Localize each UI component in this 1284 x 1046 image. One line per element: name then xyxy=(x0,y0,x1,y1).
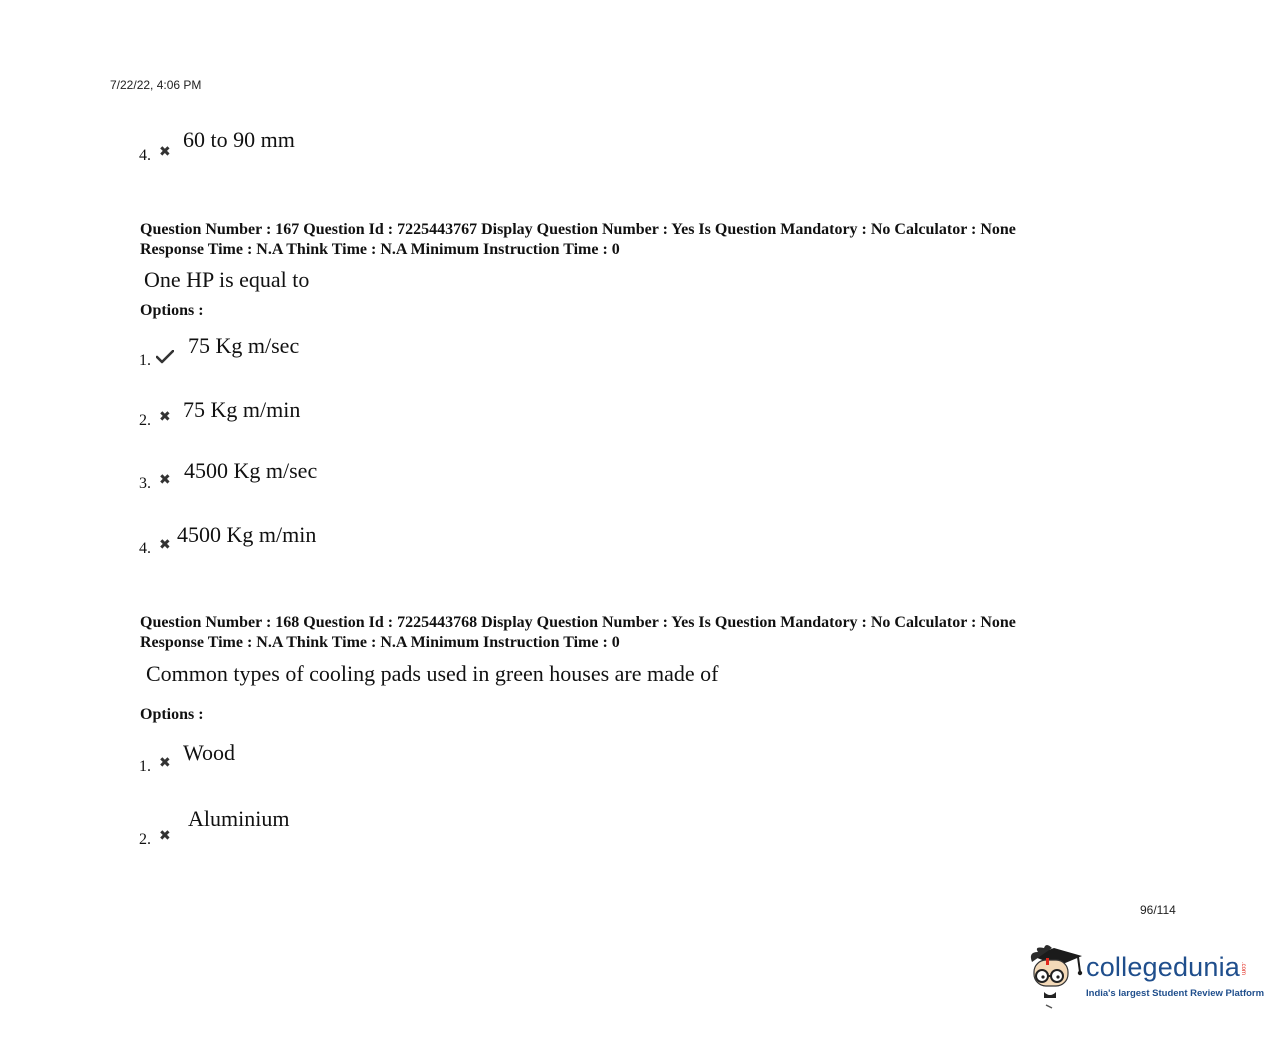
wrong-mark-icon: ✖ xyxy=(159,473,171,488)
option-text: Wood xyxy=(183,740,236,765)
option-text: 4500 Kg m/sec xyxy=(184,458,318,483)
question-text: One HP is equal to xyxy=(144,267,310,292)
option-number: 1. xyxy=(139,758,151,775)
wrong-mark-icon: ✖ xyxy=(159,829,171,844)
brand-dot-com: .com xyxy=(1240,962,1246,976)
question-meta xyxy=(140,613,1016,653)
mascot-icon xyxy=(1024,938,1086,1012)
option-number: 2. xyxy=(139,831,151,848)
question-meta xyxy=(140,220,1016,260)
options-label: Options : xyxy=(140,302,204,319)
wrong-mark-icon: ✖ xyxy=(159,538,171,553)
question-meta-line1: Question Number : 167 Question Id : 7225443767 Display Question Number : Yes Is Question Mandatory : No Calculator : None xyxy=(140,221,1016,238)
wrong-mark-icon: ✖ xyxy=(159,756,171,771)
option-number: 4. xyxy=(139,147,151,164)
option-text: 75 Kg m/min xyxy=(183,397,301,422)
option-number: 2. xyxy=(139,412,151,429)
timestamp: 7/22/22, 4:06 PM xyxy=(110,78,202,92)
question-meta-line1: Question Number : 168 Question Id : 7225443768 Display Question Number : Yes Is Question Mandatory : No Calculator : None xyxy=(140,614,1016,631)
option-text: 75 Kg m/sec xyxy=(188,333,300,358)
question-text: Common types of cooling pads used in green houses are made of xyxy=(146,661,719,686)
wrong-mark-icon: ✖ xyxy=(159,145,171,160)
option-text: 4500 Kg m/min xyxy=(177,522,317,547)
options-label: Options : xyxy=(140,706,204,723)
option-text: 60 to 90 mm xyxy=(183,127,295,152)
wrong-mark-icon: ✖ xyxy=(159,410,171,425)
question-meta-line2: Response Time : N.A Think Time : N.A Minimum Instruction Time : 0 xyxy=(140,634,620,651)
correct-mark-icon xyxy=(156,350,174,369)
question-meta-line2: Response Time : N.A Think Time : N.A Minimum Instruction Time : 0 xyxy=(140,241,620,258)
option-number: 4. xyxy=(139,540,151,557)
page-number: 96/114 xyxy=(1140,903,1176,917)
brand-name: collegedunia xyxy=(1086,952,1241,982)
brand-tagline: India's largest Student Review Platform xyxy=(1086,988,1265,999)
option-number: 1. xyxy=(139,352,151,369)
option-text: Aluminium xyxy=(188,806,290,831)
option-number: 3. xyxy=(139,475,151,492)
